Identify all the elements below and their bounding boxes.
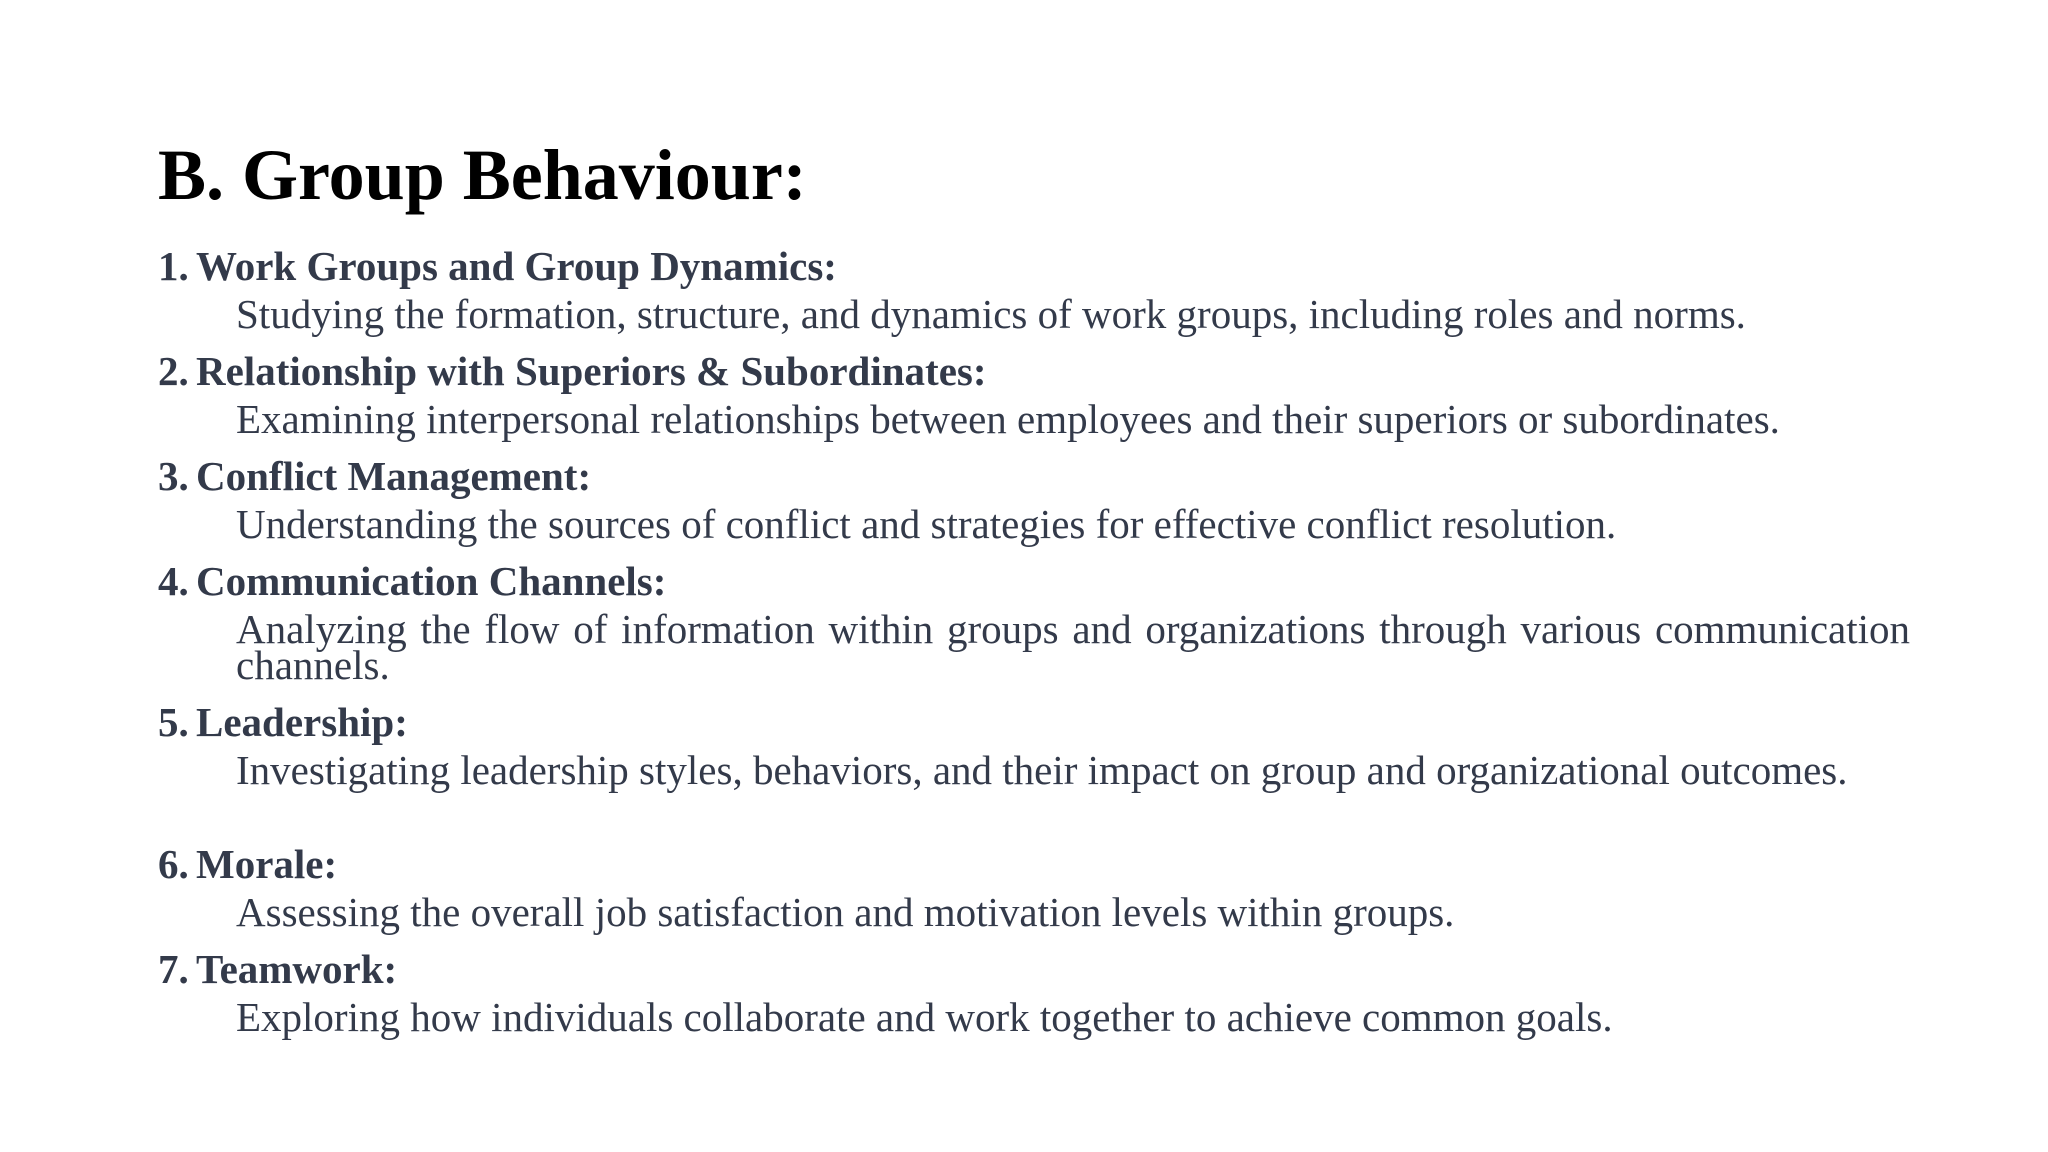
list-item <box>158 840 1910 935</box>
item-heading-row <box>158 347 1910 395</box>
item-number: 1. <box>158 243 189 289</box>
item-description: Studying the formation, structure, and dynamics of work groups, including roles and norms. <box>236 291 1746 337</box>
item-description: Assessing the overall job satisfaction and motivation levels within groups. <box>236 889 1455 935</box>
item-heading-row <box>158 452 1910 500</box>
item-number: 5. <box>158 699 189 745</box>
item-description: Understanding the sources of conflict and strategies for effective conflict resolution. <box>236 501 1617 547</box>
item-description: Investigating leadership styles, behaviors, and their impact on group and organizational outcomes. <box>236 747 1848 793</box>
item-heading: Communication Channels: <box>196 558 667 604</box>
list-item <box>158 557 1910 688</box>
list-item <box>158 242 1910 337</box>
list-item <box>158 452 1910 547</box>
item-number: 7. <box>158 946 189 992</box>
list-item <box>158 698 1910 793</box>
item-description: Exploring how individuals collaborate and work together to achieve common goals. <box>236 994 1613 1040</box>
item-heading-row <box>158 698 1910 746</box>
item-number: 2. <box>158 348 189 394</box>
item-number: 6. <box>158 841 189 887</box>
item-heading: Work Groups and Group Dynamics: <box>196 243 837 289</box>
item-heading: Relationship with Superiors & Subordinates: <box>196 348 987 394</box>
item-number: 4. <box>158 558 189 604</box>
item-heading: Morale: <box>196 841 338 887</box>
slide-title: B. Group Behaviour: <box>158 135 807 215</box>
item-heading-row <box>158 840 1910 888</box>
item-heading-row <box>158 242 1910 290</box>
item-number: 3. <box>158 453 189 499</box>
item-heading: Leadership: <box>196 699 408 745</box>
item-heading: Teamwork: <box>196 946 398 992</box>
item-description: Examining interpersonal relationships between employees and their superiors or subordinates. <box>236 396 1780 442</box>
item-heading-row <box>158 557 1910 605</box>
list-item <box>158 945 1910 1040</box>
item-description: Analyzing the flow of information within groups and organizations through various communication channels. <box>236 606 1910 688</box>
item-heading: Conflict Management: <box>196 453 592 499</box>
item-heading-row <box>158 945 1910 993</box>
list-item <box>158 347 1910 442</box>
